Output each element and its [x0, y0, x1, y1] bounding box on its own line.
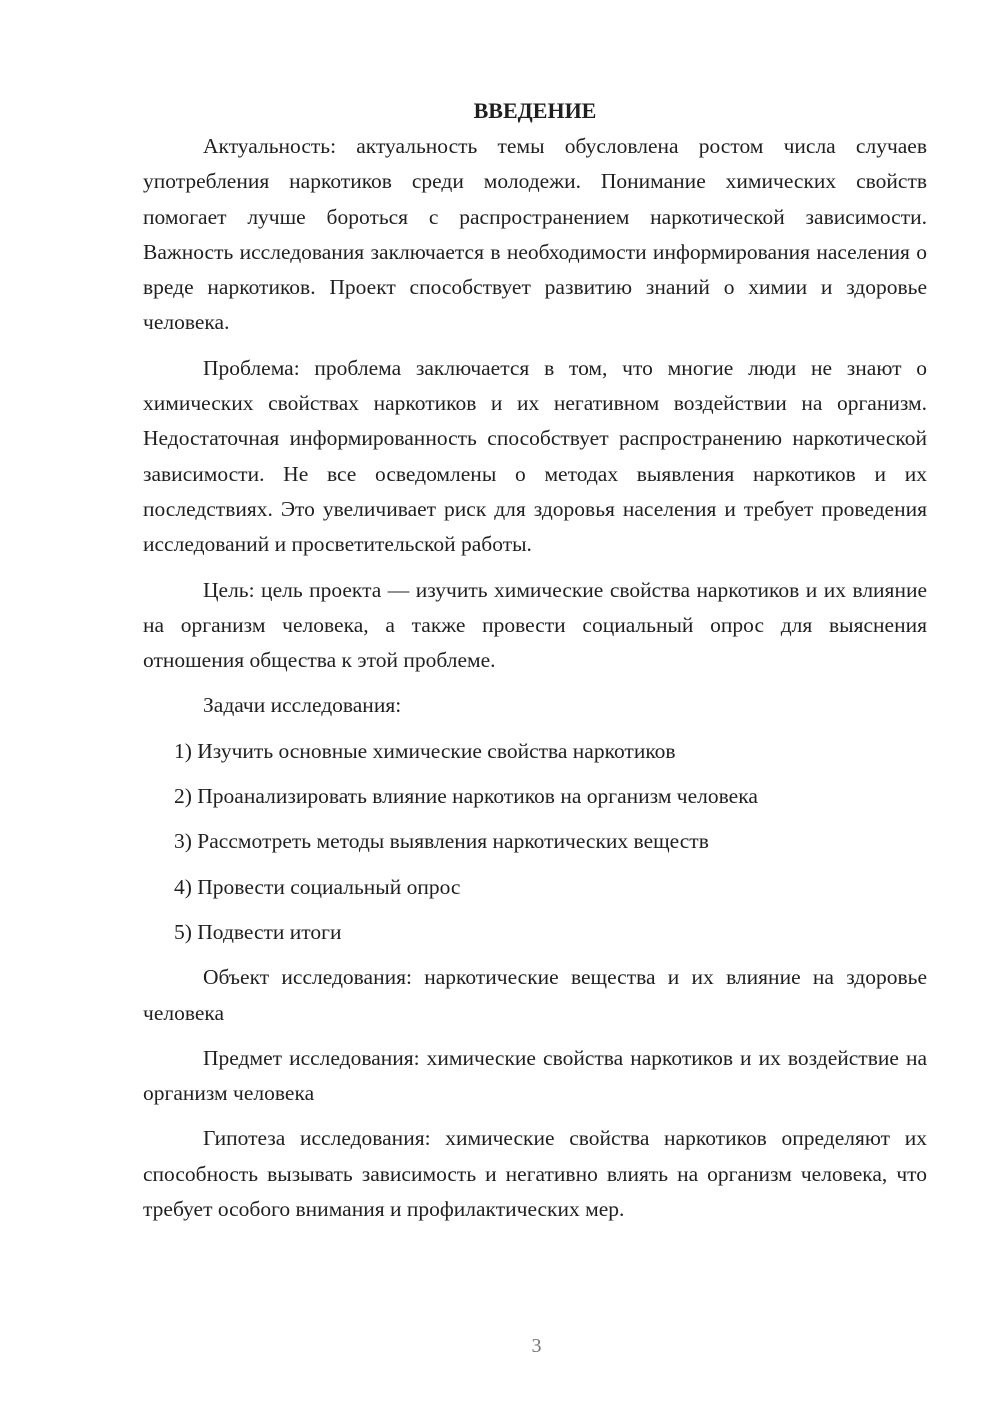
subject-paragraph: Предмет исследования: химические свойства наркотиков и их воздействие на организм человека	[143, 1045, 927, 1106]
goal-paragraph: Цель: цель проекта — изучить химические свойства наркотиков и их влияние на организм человека, а также провести социальный опрос для выяснения отношения общества к этой проблеме.	[143, 577, 927, 673]
page-number: 3	[531, 1335, 542, 1357]
section-title: ВВЕДЕНИЕ	[473, 98, 597, 123]
list-item: 5) Подвести итоги	[174, 919, 342, 944]
tasks-list	[143, 734, 927, 950]
list-item: 1) Изучить основные химические свойства наркотиков	[174, 738, 676, 763]
list-item: 4) Провести социальный опрос	[174, 874, 461, 899]
relevance-paragraph: Актуальность: актуальность темы обусловлена ростом числа случаев употребления наркотиков среди молодежи. Понимание химических свойств помогает лучше бороться с распространением наркотической зависимости. Важность исследования заключается в необходимости информирования населения о вреде наркотиков. Проект способствует развитию знаний о химии и здоровье человека.	[143, 134, 927, 335]
page-content	[143, 93, 927, 1227]
tasks-heading: Задачи исследования:	[203, 693, 402, 718]
hypothesis-paragraph: Гипотеза исследования: химические свойства наркотиков определяют их способность вызывать зависимость и негативно влиять на организм человека, что требует особого внимания и профилактических мер.	[143, 1126, 927, 1222]
problem-paragraph: Проблема: проблема заключается в том, что многие люди не знают о химических свойствах наркотиков и их негативном воздействии на организм. Недостаточная информированность способствует распространению наркотической зависимости. Не все осведомлены о методах выявления наркотиков и их последствиях. Это увеличивает риск для здоровья населения и требует проведения исследований и просветительской работы.	[143, 355, 927, 557]
list-item: 3) Рассмотреть методы выявления наркотических веществ	[174, 829, 709, 854]
object-paragraph: Объект исследования: наркотические вещества и их влияние на здоровье человека	[143, 965, 927, 1025]
list-item: 2) Проанализировать влияние наркотиков на организм человека	[174, 784, 758, 809]
